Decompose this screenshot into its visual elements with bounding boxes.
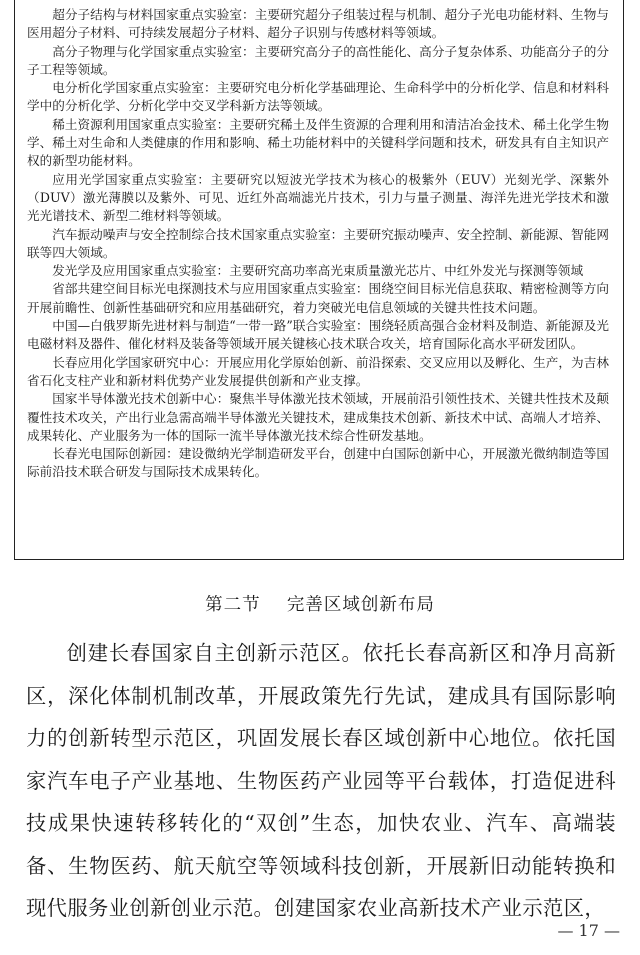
lab-entry: 长春应用化学国家研究中心：开展应用化学原始创新、前沿探索、交叉应用以及孵化、生产，为吉林省石化支柱产业和新材料优势产业发展提供创新和产业支撑。	[27, 354, 609, 388]
lab-entry: 电分析化学国家重点实验室：主要研究电分析化学基础理论、生命科学中的分析化学、信息和材料科学中的分析化学、分析化学中交叉学科新方法等领域。	[27, 80, 609, 114]
page-number: — 17 —	[557, 921, 620, 940]
lab-list-box	[14, 0, 624, 560]
lab-entry: 稀土资源利用国家重点实验室：主要研究稀土及伴生资源的合理利用和清洁冶金技术、稀土化学生物学、稀土对生命和人类健康的作用和影响、稀土功能材料中的关键科学问题和技术，研发具有自主知识产权的新型功能材料。	[27, 116, 609, 169]
lab-entry: 汽车振动噪声与安全控制综合技术国家重点实验室：主要研究振动噪声、安全控制、新能源、智能网联等四大领域。	[27, 226, 609, 260]
body-paragraph: 创建长春国家自主创新示范区。依托长春高新区和净月高新区，深化体制机制改革，开展政策先行先试，建成具有国际影响力的创新转型示范区，巩固发展长春区域创新中心地位。依托国家汽车电子产业基地、生物医药产业园等平台载体，打造促进科技成果快速转移转化的“双创”生态，加快农业、汽车、高端装备、生物医药、航天航空等领域科技创新，开展新旧动能转换和现代服务业创新创业示范。创建国家农业高新技术产业示范区，	[26, 641, 616, 920]
body-text	[26, 632, 616, 930]
lab-entry: 长春光电国际创新园：建设微纳光学制造研发平台，创建中白国际创新中心，开展激光微纳制造等国际前沿技术联合研发与国际技术成果转化。	[27, 446, 609, 480]
lab-entry: 国家半导体激光技术创新中心：聚焦半导体激光技术领域，开展前沿引领性技术、关键共性技术及颠覆性技术攻关，产出行业急需高端半导体激光关键技术，建成集技术创新、新技术中试、高端人才培养、成果转化、产业服务为一体的国际一流半导体激光技术综合性研发基地。	[27, 391, 609, 443]
lab-entry: 中国—白俄罗斯先进材料与制造“一带一路”联合实验室：围绕轻质高强合金材料及制造、新能源及光电磁材料及器件、催化材料及装备等领域开展关键核心技术联合攻关，培育国际化高水平研发团队。	[27, 318, 609, 352]
lab-entry: 省部共建空间目标光电探测技术与应用国家重点实验室：围绕空间目标光信息获取、精密检测等方向开展前瞻性、创新性基础研究和应用基础研究，着力突破光电信息领域的关键共性技术问题。	[27, 281, 609, 315]
lab-entry: 应用光学国家重点实验室：主要研究以短波光学技术为核心的极紫外（EUV）光刻光学、深紫外（DUV）激光薄膜以及紫外、可见、近红外高端滤光片技术，引力与量子测量、海洋先进光学技术和激光光谱技术、新型二维材料等领域。	[27, 171, 609, 224]
lab-entry: 高分子物理与化学国家重点实验室：主要研究高分子的高性能化、高分子复杂体系、功能高分子的分子工程等领域。	[27, 43, 609, 77]
lab-entry: 超分子结构与材料国家重点实验室：主要研究超分子组装过程与机制、超分子光电功能材料、生物与医用超分子材料、可持续发展超分子材料、超分子识别与传感材料等领域。	[27, 7, 609, 41]
lab-entry: 发光学及应用国家重点实验室：主要研究高功率高光束质量激光芯片、中红外发光与探测等领域	[52, 263, 584, 279]
section-title: 第二节 完善区域创新布局	[205, 595, 435, 615]
